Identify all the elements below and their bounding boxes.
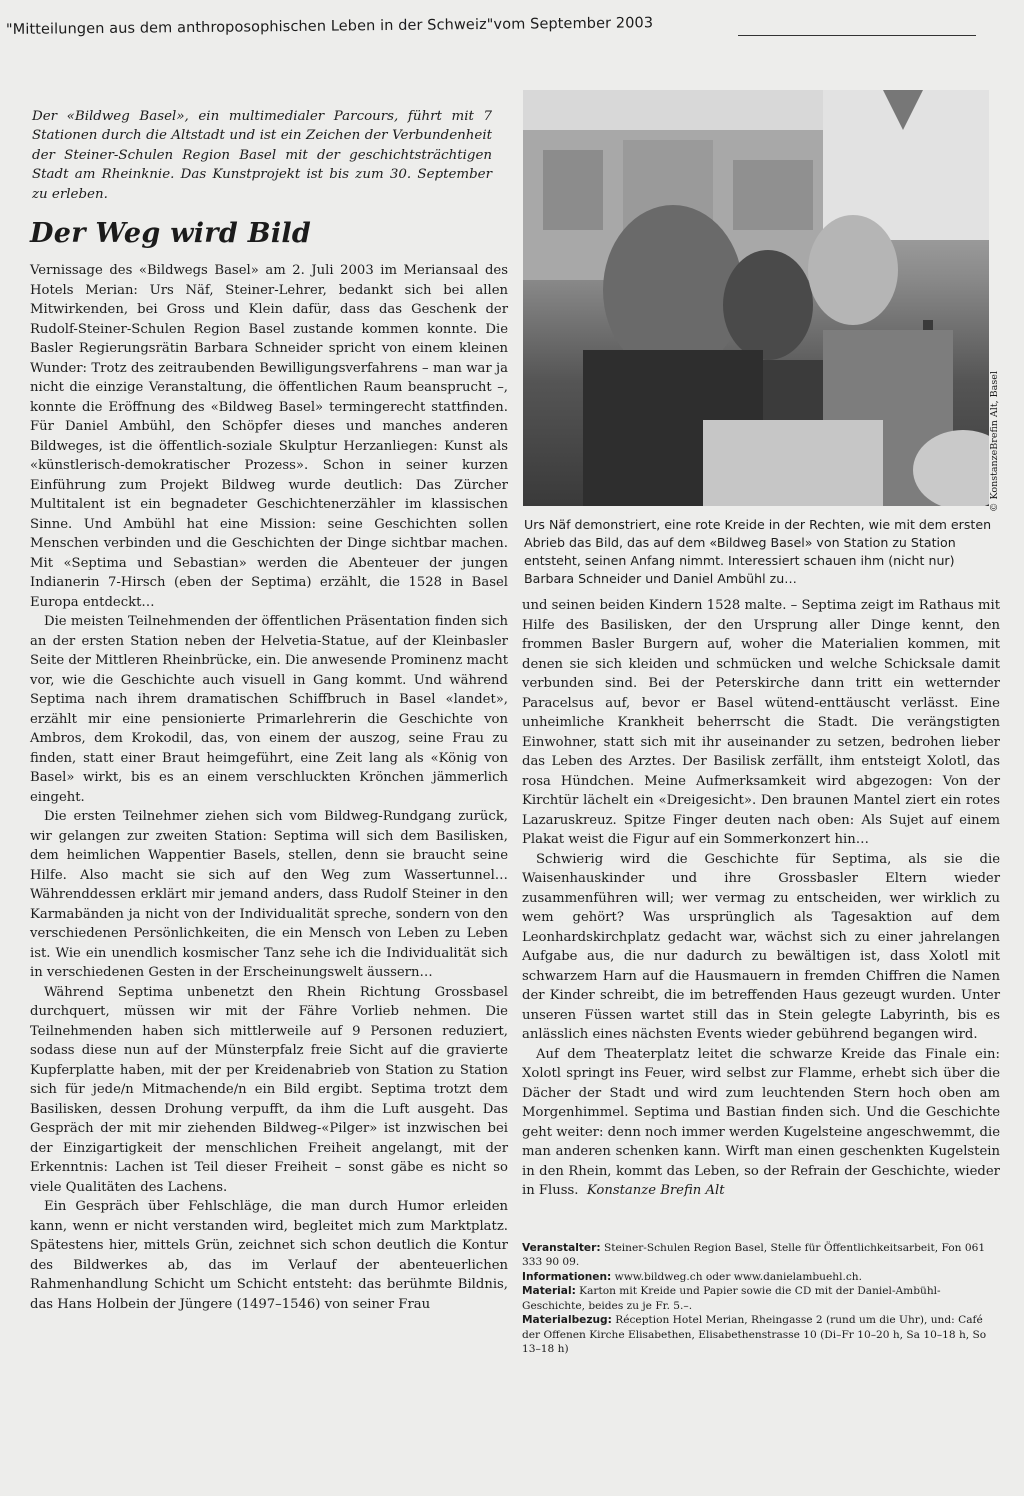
author-name: Konstanze Brefin Alt <box>586 1183 725 1198</box>
info-label: Material: <box>522 1285 576 1297</box>
paragraph: Ein Gespräch über Fehlschläge, die man durch Humor erleiden kann, wenn er nicht verstanden wird, begleitet mich zum Marktplatz. Spätestens hier, mittels Grün, zeichnet sich schon deutlich die Kontur des Bildwerkes ab, das im Verlauf der abenteuerlichen Rahmenhandlung Schicht um Schicht entsteht: das berühmte Bildnis, das Hans Holbein der Jüngere (1497–1546) von seiner Frau <box>30 1199 508 1312</box>
paragraph: Die meisten Teilnehmenden der öffentlichen Präsentation finden sich an der ersten Station neben der Helvetia-Statue, auf der Kleinbasler Seite der Mittleren Rheinbrücke, ein. Die anwesende Prominenz macht vor, wie die Geschichte auch visuell in Gang kommt. Und während Septima nach ihrem dramatischen Schiffbruch in Basel «landet», erzählt mir eine pensionierte Primarlehrerin die Geschichte von Ambros, dem Krokodil, das, von einem der auszog, seine Frau zu finden, statt einer Braut heimgeführt, eine Zeit lang als «König von Basel» wirkt, bis es an einem verschluckten Krönchen jämmerlich eingeht. <box>30 614 508 805</box>
photo-credit: © KonstanzeBrefin Alt, Basel <box>989 371 1000 512</box>
info-text: Réception Hotel Merian, Rheingasse 2 (rund um die Uhr), und: Café der Offenen Kirche Elisabethen, Elisabethenstrasse 10 (Di–Fr 10–20 h, Sa 10–18 h, So 13–18 h) <box>522 1314 987 1355</box>
paragraph: und seinen beiden Kindern 1528 malte. – Septima zeigt im Rathaus mit Hilfe des Basilisken, der den Ursprung aller Dinge kennt, den frommen Basler Burgern auf, woher die Materialien kommen, mit denen sie sich kleiden und schmücken und welche Schicksale damit verbunden sind. Bei der Peterskirche dann tritt ein wetternder Paracelsus auf, bevor er Basel wütend-enttäuscht verlässt. Eine unheimliche Krankheit beherrscht die Stadt. Die verängstigten Einwohner, statt sich mit ihr auseinander zu setzen, bedrohen lieber das Leben des Arztes. Der Basilisk zerfällt, ihm entsteigt Xolotl, das rosa Hündchen. Meine Aufmerksamkeit wird abgezogen: Von der Kirchtür lächelt ein «Dreigesicht». Den braunen Mantel ziert ein rotes Lazaruskreuz. Spitze Finger deuten nach oben: Als Sujet auf einem Plakat weist die Figur auf ein Sommerkonzert hin… <box>522 598 1000 847</box>
paragraph: Die ersten Teilnehmer ziehen sich vom Bildweg-Rundgang zurück, wir gelangen zur zweiten Station: Septima will sich dem Basilisken, dem heimlichen Wappentier Basels, stellen, denn sie braucht seine Hilfe. Also macht sie sich auf den Weg zum Wassertunnel… Währenddessen erklärt mir jemand anders, dass Rudolf Steiner in den Karmabänden ja nicht von der Individualität spreche, sondern von den verschiedenen Persönlichkeiten, die ein Mensch von Leben zu Leben ist. Wie ein unendlich kosmischer Tanz sehe ich die Individualität sich in verschiedenen Gesten in der Erscheinungswelt äussern… <box>30 809 508 981</box>
right-column <box>522 90 1000 1357</box>
info-line <box>522 1284 998 1313</box>
paragraph: Während Septima unbenetzt den Rhein Richtung Grossbasel durchquert, müssen wir mit der Fähre Vorlieb nehmen. Die Teilnehmenden haben sich mittlerweile auf 9 Personen reduziert, sodass diese nun auf der Münsterpfalz freie Sicht auf die gravierte Kupferplatte haben, mit der per Kreidenabrieb von Station zu Station sich für jede/n Mitmachende/n ein Bild ergibt. Septima trotzt dem Basilisken, dessen Drohung verpufft, da ihm die Luft ausgeht. Das Gespräch der mit mir ziehenden Bildweg-«Pilger» ist inzwischen bei der Einzigartigkeit der menschlichen Freiheit angelangt, mit der Erkenntnis: Lachen ist Teil dieser Freiheit – sonst gäbe es nicht so viele Qualitäten des Lachens. <box>30 984 508 1195</box>
left-column <box>24 95 508 1314</box>
page-header <box>0 15 1024 46</box>
photo-illustration <box>523 90 989 506</box>
paragraph: Schwierig wird die Geschichte für Septima, als sie die Waisenhauskinder und ihre Grossbasler Eltern wieder zusammenführen will; wer vermag zu entscheiden, wer wirklich zu wem gehört? Was ursprünglich als Tagesaktion auf dem Leonhardskirchplatz gedacht war, wächst sich zu einer jahrelangen Aufgabe aus, die nur dadurch zu bewältigen ist, dass Xolotl mit schwarzem Harn auf die Hausmauern in fremden Chiffren die Namen der Kinder schreibt, die im betreffenden Haus gezeugt wurden. Unter unseren Füssen wartet still das in Stein gelegte Labyrinth, bis es anlässlich eines nächsten Events wieder gebührend begangen wird. <box>522 851 1000 1042</box>
info-text: www.bildweg.ch oder www.danielambuehl.ch. <box>611 1270 862 1283</box>
paragraph <box>522 1045 1000 1201</box>
photo <box>523 90 989 506</box>
right-body <box>522 596 1000 1201</box>
info-box <box>522 1241 998 1357</box>
info-label: Veranstalter: <box>522 1241 601 1254</box>
header-rule <box>738 35 976 36</box>
info-line <box>522 1241 998 1270</box>
info-line <box>522 1270 998 1285</box>
info-label: Materialbezug: <box>522 1314 612 1326</box>
info-line <box>522 1313 998 1357</box>
info-text: Steiner-Schulen Region Basel, Stelle für Öffentlichkeitsarbeit, Fon 061 333 90 09. <box>522 1241 986 1268</box>
photo-caption: Urs Näf demonstriert, eine rote Kreide in der Rechten, wie mit dem ersten Abrieb das Bild, das auf dem «Bildweg Basel» von Station zu Station entsteht, seinen Anfang nimmt. Interessiert schauen ihm (nicht nur) Barbara Schneider und Daniel Ambühl zu… <box>524 517 992 586</box>
paragraph-text: Auf dem Theaterplatz leitet die schwarze Kreide das Finale ein: Xolotl springt ins Feuer, wird selbst zur Flamme, erhebt sich über die Dächer der Stadt und wird zum leuchtenden Stern hoch oben am Morgenhimmel. Septima und Bastian finden sich. Und die Geschichte geht weiter: denn noch immer werden Kugelsteine angeschwemmt, die man anderen schenken kann. Wirft man einen geschenkten Kugelstein in den Rhein, kommt das Leben, so der Refrain der Geschichte, wieder in Fluss. <box>522 1046 1000 1198</box>
info-label: Informationen: <box>522 1270 612 1283</box>
lead-text: Der «Bildweg Basel», ein multimedialer Parcours, führt mit 7 Stationen durch die Altstadt und ist ein Zeichen der Verbundenheit der Steiner-Schulen Region Basel mit der geschichtsträchtigen Stadt am Rheinknie. Das Kunstprojekt ist bis zum 30. September zu erleben. <box>32 109 492 202</box>
header-text: "Mitteilungen aus dem anthroposophischen Leben in der Schweiz"vom September 2003 <box>5 15 654 39</box>
paragraph: Vernissage des «Bildwegs Basel» am 2. Juli 2003 im Meriansaal des Hotels Merian: Urs Näf, Steiner-Lehrer, bedankt sich bei allen Mitwirkenden, bei Gross und Klein dafür, dass das Geschenk der Rudolf-Steiner-Schulen Region Basel zustande kommen konnte. Die Basler Regierungsrätin Barbara Schneider spricht von einem kleinen Wunder: Trotz des zeitraubenden Bewilligungsverfahrens – man war ja nicht die einzige Veranstaltung, die öffentlichen Raum beansprucht –, konnte die Eröffnung des «Bildweg Basel» termingerecht stattfinden. Für Daniel Ambühl, den Schöpfer dieses und manches anderen Bildweges, ist die öffentlich-soziale Skulptur Herzanliegen: Kunst als «künstlerisch-demokratischer Prozess». Schon in seiner kurzen Einführung zum Projekt Bildweg wurde deutlich: Das Zürcher Multitalent ist ein begnadeter Geschichtenerzähler im klassischen Sinne. Und Ambühl hat eine Mission: seine Geschichten sollen Menschen verbinden und die Geschichten der Dinge sichtbar machen. Mit «Septima und Sebastian» werden die Abenteuer der jungen Indianerin 7-Hirsch (eben der Septima) erzählt, die 1528 in Basel Europa entdeckt… <box>30 263 508 610</box>
headline: Der Weg wird Bild <box>30 218 312 250</box>
info-text: Karton mit Kreide und Papier sowie die CD mit der Daniel-Ambühl-Geschichte, beides zu je Fr. 5.–. <box>522 1285 941 1312</box>
left-body <box>30 261 508 1314</box>
